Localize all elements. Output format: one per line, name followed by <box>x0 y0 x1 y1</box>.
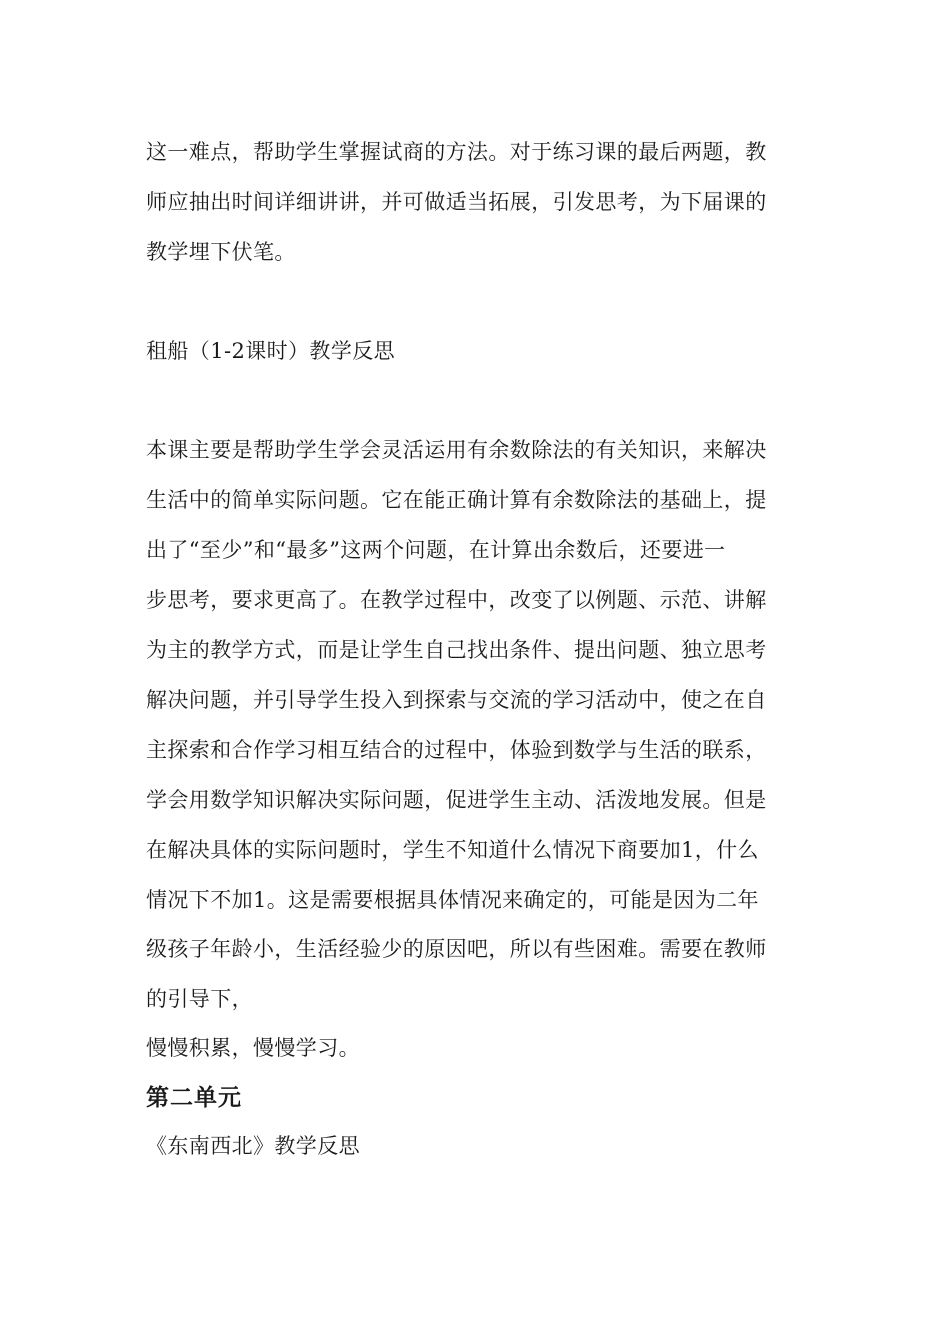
paragraph-line: 解决问题，并引导学生投入到探索与交流的学习活动中，使之在自 <box>146 688 767 712</box>
paragraph-line: 生活中的简单实际问题。它在能正确计算有余数除法的基础上，提 <box>146 488 767 512</box>
paragraph-line: 教学埋下伏笔。 <box>146 240 296 264</box>
paragraph-line: 为主的教学方式，而是让学生自己找出条件、提出问题、独立思考 <box>146 638 767 662</box>
paragraph-line: 情况下不加1。这是需要根据具体情况来确定的，可能是因为二年 <box>146 888 759 912</box>
paragraph-line: 在解决具体的实际问题时，学生不知道什么情况下商要加1，什么 <box>146 838 759 862</box>
section-title: 租船（1-2课时）教学反思 <box>146 339 396 363</box>
paragraph-line: 本课主要是帮助学生学会灵活运用有余数除法的有关知识，来解决 <box>146 438 767 462</box>
paragraph-line: 师应抽出时间详细讲讲，并可做适当拓展，引发思考，为下届课的 <box>146 190 767 214</box>
paragraph-line: 这一难点，帮助学生掌握试商的方法。对于练习课的最后两题，教 <box>146 140 767 164</box>
unit-heading: 第二单元 <box>146 1084 242 1111</box>
paragraph-line: 慢慢积累，慢慢学习。 <box>146 1036 360 1060</box>
paragraph-line: 学会用数学知识解决实际问题，促进学生主动、活泼地发展。但是 <box>146 788 767 812</box>
paragraph-line: 的引导下， <box>146 987 253 1011</box>
subsection-title: 《东南西北》教学反思 <box>146 1134 360 1158</box>
paragraph-line: 步思考，要求更高了。在教学过程中，改变了以例题、示范、讲解 <box>146 588 767 612</box>
paragraph-line: 主探索和合作学习相互结合的过程中，体验到数学与生活的联系， <box>146 738 767 762</box>
paragraph-line: 出了“至少”和“最多”这两个问题，在计算出余数后，还要进一 <box>146 538 726 562</box>
paragraph-line: 级孩子年龄小，生活经验少的原因吧，所以有些困难。需要在教师 <box>146 937 767 961</box>
